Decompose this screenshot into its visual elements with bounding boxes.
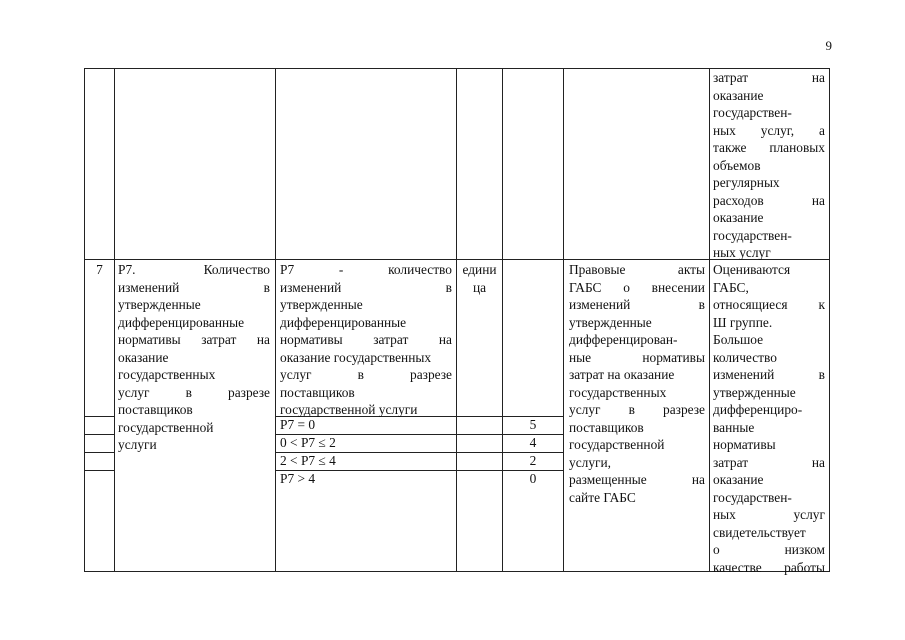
text-line: государственной — [118, 419, 214, 435]
text-line: утвержденные — [569, 314, 652, 330]
text-line: утвержденные — [280, 297, 363, 312]
word: количество — [388, 262, 452, 277]
word: нормативы — [118, 332, 181, 347]
column-divider — [709, 68, 710, 571]
word: на — [811, 192, 825, 208]
scale-score: 4 — [529, 435, 537, 450]
source-cell — [569, 261, 705, 506]
unit-line: ца — [472, 279, 487, 295]
text-line — [280, 261, 452, 279]
text-line — [280, 366, 452, 384]
text-line: Ш группе. — [713, 314, 773, 330]
text-line: объемов — [713, 157, 761, 173]
text-line: дифференцирован- — [569, 332, 678, 347]
text-line: ГАБС, — [713, 279, 749, 295]
word: внесении — [651, 279, 705, 295]
word: а — [819, 122, 825, 138]
text-line: государствен- — [713, 489, 792, 505]
word: Количество — [203, 262, 270, 277]
text-line: оказание — [713, 210, 764, 225]
column-divider — [275, 68, 276, 571]
text-line — [569, 279, 705, 297]
word: затрат — [713, 454, 749, 470]
word: низком — [784, 542, 825, 557]
text-line: государственных — [118, 367, 216, 382]
text-line — [569, 296, 705, 314]
word: в — [628, 402, 635, 417]
text-line: дифференцированные — [118, 314, 245, 330]
text-line: сайте ГАБС — [569, 489, 636, 505]
text-line: оказание государственных — [280, 349, 432, 365]
word: ных — [713, 507, 736, 522]
word: также — [713, 140, 747, 155]
word: Р7 — [280, 262, 295, 277]
text-line: ных услуг — [713, 245, 771, 260]
text-line — [569, 471, 705, 489]
word: относящиеся — [713, 297, 788, 312]
scale-condition: Р7 > 4 — [280, 471, 316, 486]
word: в — [445, 279, 452, 295]
text-line: государственной услуги — [280, 402, 418, 417]
word: качестве — [713, 559, 762, 575]
text-line — [713, 122, 825, 140]
unit-cell — [457, 261, 502, 296]
scale-divider — [84, 434, 114, 435]
unit-line: едини — [462, 262, 497, 277]
word: в — [818, 367, 825, 382]
word: плановых — [769, 140, 825, 155]
word: разрезе — [663, 402, 705, 417]
word: услуг — [280, 367, 312, 382]
word: затрат — [713, 70, 749, 85]
text-line: дифференциро- — [713, 402, 803, 417]
word: на — [811, 454, 825, 470]
text-line — [569, 349, 705, 367]
word: расходов — [713, 192, 764, 208]
word: ные — [569, 349, 592, 365]
text-line — [713, 541, 825, 559]
text-line — [713, 454, 825, 472]
word: к — [818, 297, 825, 312]
page-number: 9 — [825, 38, 832, 53]
column-divider — [563, 68, 564, 571]
text-line: Оцениваются — [713, 262, 791, 277]
text-line — [280, 279, 452, 297]
scale-divider — [84, 470, 114, 471]
word: нормативы — [280, 332, 343, 347]
text-line — [713, 559, 825, 577]
continued-comment-cell — [713, 69, 825, 262]
word: разрезе — [410, 367, 452, 382]
word: в — [698, 297, 705, 312]
text-line — [118, 331, 270, 349]
scale-divider — [84, 452, 114, 453]
text-line — [713, 366, 825, 384]
word: в — [185, 384, 192, 400]
text-line: государственной — [569, 437, 665, 452]
text-line: оказание — [713, 87, 764, 103]
word: акты — [677, 262, 705, 277]
word: изменений — [118, 279, 180, 295]
scale-condition: 0 < Р7 ≤ 2 — [280, 435, 336, 450]
text-line — [713, 296, 825, 314]
text-line — [569, 401, 705, 419]
text-line: регулярных — [713, 175, 780, 190]
text-line: Большое — [713, 332, 764, 347]
scale-score: 2 — [529, 453, 537, 468]
table-border-left — [84, 68, 85, 571]
text-line — [713, 192, 825, 210]
row-number: 7 — [96, 262, 103, 277]
text-line — [118, 261, 270, 279]
word: о — [713, 542, 720, 557]
word: услуг — [118, 384, 150, 400]
word: размещенные — [569, 472, 647, 487]
word: Р7. — [118, 262, 136, 277]
word: на — [691, 472, 705, 487]
scale-score: 5 — [529, 417, 537, 432]
word: затрат — [373, 332, 409, 347]
word: на — [811, 70, 825, 85]
word: работы — [784, 559, 825, 575]
scale-condition: 2 < Р7 ≤ 4 — [280, 453, 336, 468]
text-line: свидетельствует — [713, 524, 806, 540]
text-line — [569, 261, 705, 279]
scale-score: 0 — [529, 471, 537, 486]
text-line: затрат на оказание — [569, 367, 675, 382]
word: изменений — [280, 279, 342, 295]
text-line: количество — [713, 349, 777, 365]
word: разрезе — [228, 384, 270, 400]
text-line: услуги — [118, 437, 157, 452]
text-line: государствен- — [713, 227, 792, 243]
text-line — [118, 279, 270, 297]
formula-cell — [280, 261, 452, 419]
word: ГАБС — [569, 279, 602, 295]
text-line — [713, 506, 825, 524]
text-line: государствен- — [713, 105, 792, 120]
word: нормативы — [642, 349, 705, 365]
word: затрат — [201, 332, 237, 347]
text-line: оказание — [118, 349, 169, 365]
text-line: поставщиков — [118, 402, 193, 417]
text-line — [280, 331, 452, 349]
word: в — [357, 367, 364, 382]
word: на — [256, 332, 270, 347]
word: изменений — [569, 297, 631, 312]
table-border-right — [829, 68, 830, 571]
word: услуг — [569, 402, 601, 417]
text-line: ванные — [713, 419, 755, 435]
word: - — [338, 262, 344, 277]
text-line: государственных — [569, 384, 667, 400]
column-divider — [456, 68, 457, 571]
scale-divider — [84, 416, 114, 417]
text-line: утвержденные — [118, 297, 201, 312]
text-line: поставщиков — [280, 384, 355, 400]
word: Правовые — [569, 262, 626, 277]
word: ных — [713, 122, 736, 138]
word: услуг, — [760, 122, 795, 138]
word: на — [438, 332, 452, 347]
word: о — [623, 279, 630, 295]
text-line: поставщиков — [569, 419, 644, 435]
text-line — [713, 139, 825, 157]
word: изменений — [713, 367, 775, 382]
word: в — [263, 279, 270, 295]
text-line: услуги, — [569, 454, 612, 470]
text-line: оказание — [713, 472, 764, 487]
text-line: дифференцированные — [280, 314, 407, 330]
text-line — [713, 69, 825, 87]
column-divider — [114, 68, 115, 571]
column-divider — [502, 68, 503, 571]
text-line — [118, 384, 270, 402]
text-line: утвержденные — [713, 384, 796, 400]
scale-condition: Р7 = 0 — [280, 417, 316, 432]
text-line: нормативы — [713, 437, 776, 452]
comment-cell — [713, 261, 825, 576]
word: услуг — [793, 507, 825, 522]
indicator-name-cell — [118, 261, 270, 454]
